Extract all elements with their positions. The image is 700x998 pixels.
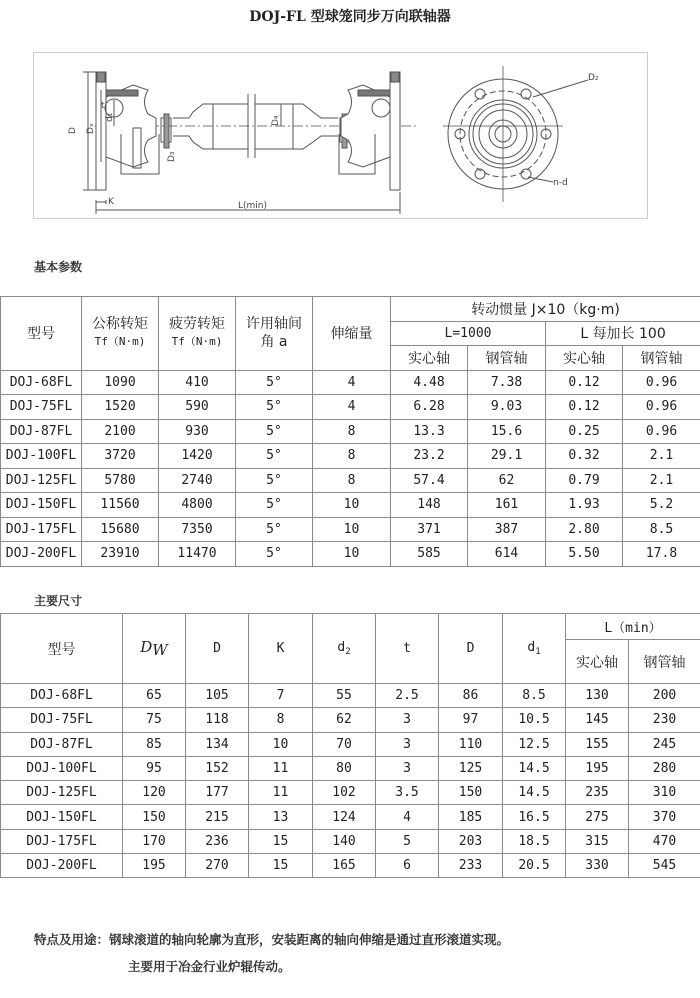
value-cell: 17.8 (623, 542, 700, 567)
value-cell: 0.96 (623, 395, 700, 420)
value-cell: 6 (376, 854, 439, 878)
value-cell: 0.96 (623, 370, 700, 395)
header-fatigue-torque-line1: 疲劳转矩 (169, 316, 225, 333)
model-cell: DOJ-200FL (1, 542, 82, 567)
value-cell: 130 (566, 684, 629, 708)
value-cell: 315 (566, 829, 629, 853)
model-cell: DOJ-75FL (1, 708, 123, 732)
value-cell: 330 (566, 854, 629, 878)
header-angle-line2: 角 a (260, 334, 288, 351)
table-row (1, 756, 700, 780)
value-cell: 2.1 (623, 468, 700, 493)
header-dw-sub: W (152, 641, 168, 659)
value-cell: 7 (249, 684, 313, 708)
value-cell: 545 (629, 854, 700, 878)
value-cell: 5° (236, 468, 313, 493)
model-cell: DOJ-75FL (1, 395, 82, 420)
value-cell: 161 (468, 493, 546, 518)
label-d1: d₁ (105, 112, 115, 122)
header-nominal-torque-line2: Tf（N·m) (94, 335, 146, 349)
value-cell: 15680 (82, 517, 159, 542)
value-cell: 7.38 (468, 370, 546, 395)
value-cell: 470 (629, 829, 700, 853)
value-cell: 930 (159, 419, 236, 444)
value-cell: 9.03 (468, 395, 546, 420)
value-cell: 200 (629, 684, 700, 708)
value-cell: 55 (313, 684, 376, 708)
value-cell: 10 (313, 493, 391, 518)
value-cell: 148 (391, 493, 468, 518)
value-cell: 4800 (159, 493, 236, 518)
model-cell: DOJ-200FL (1, 854, 123, 878)
table-row (1, 493, 700, 518)
label-K: K (108, 197, 114, 207)
value-cell: 195 (123, 854, 186, 878)
table-row (1, 854, 700, 878)
table-row (1, 732, 700, 756)
header-model: 型号 (1, 297, 82, 371)
model-cell: DOJ-175FL (1, 829, 123, 853)
value-cell: 23910 (82, 542, 159, 567)
model-cell: DOJ-87FL (1, 419, 82, 444)
header-d1 (503, 614, 566, 684)
header-t: t (376, 614, 439, 684)
header-fatigue-torque (159, 297, 236, 371)
value-cell: 370 (629, 805, 700, 829)
value-cell: 203 (439, 829, 503, 853)
table-row (1, 684, 700, 708)
value-cell: 5780 (82, 468, 159, 493)
header-lmin: L（min） (566, 614, 700, 640)
value-cell: 6.28 (391, 395, 468, 420)
value-cell: 7350 (159, 517, 236, 542)
value-cell: 3720 (82, 444, 159, 469)
value-cell: 8 (249, 708, 313, 732)
header-dw (123, 614, 186, 684)
label-t: t (101, 101, 105, 111)
value-cell: 62 (313, 708, 376, 732)
value-cell: 10 (313, 542, 391, 567)
value-cell: 18.5 (503, 829, 566, 853)
value-cell: 2.5 (376, 684, 439, 708)
table-row (1, 444, 700, 469)
value-cell: 12.5 (503, 732, 566, 756)
basic-params-table (0, 296, 700, 567)
label-D: D (68, 127, 78, 134)
table-row (1, 542, 700, 567)
value-cell: 102 (313, 781, 376, 805)
value-cell: 80 (313, 756, 376, 780)
header-nominal-torque-line1: 公称转矩 (92, 316, 148, 333)
value-cell: 97 (439, 708, 503, 732)
value-cell: 1.93 (546, 493, 623, 518)
value-cell: 270 (186, 854, 249, 878)
model-cell: DOJ-150FL (1, 805, 123, 829)
label-L: L(min) (238, 201, 268, 211)
value-cell: 8 (313, 444, 391, 469)
value-cell: 86 (439, 684, 503, 708)
table-row (1, 829, 700, 853)
value-cell: 29.1 (468, 444, 546, 469)
value-cell: 150 (123, 805, 186, 829)
table-row (1, 805, 700, 829)
label-Dw: Dₓ (86, 123, 96, 134)
header-D2: D (439, 614, 503, 684)
value-cell: 2100 (82, 419, 159, 444)
header-D: D (186, 614, 249, 684)
model-cell: DOJ-100FL (1, 444, 82, 469)
value-cell: 124 (313, 805, 376, 829)
value-cell: 0.12 (546, 370, 623, 395)
value-cell: 8.5 (503, 684, 566, 708)
value-cell: 5° (236, 542, 313, 567)
value-cell: 235 (566, 781, 629, 805)
value-cell: 585 (391, 542, 468, 567)
value-cell: 3 (376, 708, 439, 732)
label-Da: D₂ (588, 73, 599, 83)
value-cell: 230 (629, 708, 700, 732)
value-cell: 14.5 (503, 756, 566, 780)
value-cell: 16.5 (503, 805, 566, 829)
value-cell: 155 (566, 732, 629, 756)
header-l1000: L=1000 (391, 321, 546, 346)
value-cell: 590 (159, 395, 236, 420)
table-row (1, 781, 700, 805)
value-cell: 5.50 (546, 542, 623, 567)
value-cell: 5° (236, 370, 313, 395)
value-cell: 275 (566, 805, 629, 829)
value-cell: 177 (186, 781, 249, 805)
header-solid: 实心轴 (566, 640, 629, 684)
value-cell: 4.48 (391, 370, 468, 395)
value-cell: 5.2 (623, 493, 700, 518)
value-cell: 170 (123, 829, 186, 853)
value-cell: 0.25 (546, 419, 623, 444)
value-cell: 410 (159, 370, 236, 395)
value-cell: 5° (236, 419, 313, 444)
value-cell: 0.12 (546, 395, 623, 420)
value-cell: 5° (236, 493, 313, 518)
value-cell: 11 (249, 781, 313, 805)
value-cell: 236 (186, 829, 249, 853)
value-cell: 2.80 (546, 517, 623, 542)
header-tube-2: 钢管轴 (623, 346, 700, 371)
value-cell: 245 (629, 732, 700, 756)
header-inertia: 转动惯量 J×10（kg·m) (391, 297, 700, 322)
header-nominal-torque (82, 297, 159, 371)
value-cell: 185 (439, 805, 503, 829)
value-cell: 387 (468, 517, 546, 542)
value-cell: 3.5 (376, 781, 439, 805)
value-cell: 120 (123, 781, 186, 805)
value-cell: 150 (439, 781, 503, 805)
table-row (1, 517, 700, 542)
model-cell: DOJ-125FL (1, 781, 123, 805)
value-cell: 371 (391, 517, 468, 542)
value-cell: 280 (629, 756, 700, 780)
header-d2 (313, 614, 376, 684)
value-cell: 134 (186, 732, 249, 756)
header-d2-sub: 2 (345, 647, 351, 657)
header-solid: 实心轴 (391, 346, 468, 371)
value-cell: 5° (236, 395, 313, 420)
value-cell: 15.6 (468, 419, 546, 444)
table-row (1, 419, 700, 444)
value-cell: 2.1 (623, 444, 700, 469)
value-cell: 20.5 (503, 854, 566, 878)
value-cell: 13.3 (391, 419, 468, 444)
value-cell: 118 (186, 708, 249, 732)
section-main-dims: 主要尺寸 (34, 594, 83, 608)
value-cell: 11 (249, 756, 313, 780)
label-n-d: n-d (553, 178, 568, 188)
header-tube: 钢管轴 (629, 640, 700, 684)
value-cell: 110 (439, 732, 503, 756)
table-row (1, 370, 700, 395)
value-cell: 57.4 (391, 468, 468, 493)
section-basic-params: 基本参数 (34, 260, 83, 274)
value-cell: 215 (186, 805, 249, 829)
value-cell: 3 (376, 732, 439, 756)
value-cell: 4 (313, 370, 391, 395)
value-cell: 165 (313, 854, 376, 878)
value-cell: 140 (313, 829, 376, 853)
value-cell: 4 (376, 805, 439, 829)
value-cell: 5 (376, 829, 439, 853)
value-cell: 1420 (159, 444, 236, 469)
value-cell: 2740 (159, 468, 236, 493)
header-dw-main: D (140, 638, 153, 656)
value-cell: 75 (123, 708, 186, 732)
header-K: K (249, 614, 313, 684)
coupling-drawing (33, 52, 648, 219)
header-d1-sub: 1 (535, 647, 541, 657)
value-cell: 8.5 (623, 517, 700, 542)
value-cell: 15 (249, 854, 313, 878)
value-cell: 11560 (82, 493, 159, 518)
model-cell: DOJ-175FL (1, 517, 82, 542)
value-cell: 145 (566, 708, 629, 732)
value-cell: 15 (249, 829, 313, 853)
value-cell: 3 (376, 756, 439, 780)
header-angle (236, 297, 313, 371)
header-model: 型号 (1, 614, 123, 684)
model-cell: DOJ-125FL (1, 468, 82, 493)
value-cell: 1520 (82, 395, 159, 420)
value-cell: 1090 (82, 370, 159, 395)
value-cell: 8 (313, 468, 391, 493)
model-cell: DOJ-100FL (1, 756, 123, 780)
value-cell: 0.96 (623, 419, 700, 444)
value-cell: 152 (186, 756, 249, 780)
label-D4: D₄ (271, 115, 281, 126)
label-d3: D₃ (167, 151, 177, 162)
model-cell: DOJ-87FL (1, 732, 123, 756)
value-cell: 125 (439, 756, 503, 780)
value-cell: 4 (313, 395, 391, 420)
value-cell: 85 (123, 732, 186, 756)
value-cell: 62 (468, 468, 546, 493)
header-d1-main: d (527, 640, 536, 655)
header-stretch: 伸缩量 (313, 297, 391, 371)
value-cell: 0.32 (546, 444, 623, 469)
table-row (1, 395, 700, 420)
value-cell: 65 (123, 684, 186, 708)
header-angle-line1: 许用轴间 (246, 316, 302, 333)
features-note: 特点及用途：钢球滚道的轴向轮廓为直形，安装距离的轴向伸缩是通过直形滚道实现。 (34, 932, 510, 947)
value-cell: 233 (439, 854, 503, 878)
header-fatigue-torque-line2: Tf（N·m) (171, 335, 223, 349)
value-cell: 310 (629, 781, 700, 805)
header-tube: 钢管轴 (468, 346, 546, 371)
table-row (1, 708, 700, 732)
value-cell: 10 (249, 732, 313, 756)
value-cell: 95 (123, 756, 186, 780)
model-cell: DOJ-68FL (1, 684, 123, 708)
model-cell: DOJ-68FL (1, 370, 82, 395)
value-cell: 23.2 (391, 444, 468, 469)
value-cell: 70 (313, 732, 376, 756)
value-cell: 105 (186, 684, 249, 708)
model-cell: DOJ-150FL (1, 493, 82, 518)
value-cell: 14.5 (503, 781, 566, 805)
page-title: DOJ-FL 型球笼同步万向联轴器 (249, 9, 451, 25)
table-row (1, 468, 700, 493)
value-cell: 10 (313, 517, 391, 542)
value-cell: 10.5 (503, 708, 566, 732)
value-cell: 5° (236, 517, 313, 542)
header-d2-main: d (337, 640, 346, 655)
value-cell: 195 (566, 756, 629, 780)
value-cell: 13 (249, 805, 313, 829)
value-cell: 5° (236, 444, 313, 469)
value-cell: 11470 (159, 542, 236, 567)
value-cell: 614 (468, 542, 546, 567)
main-dims-table (0, 613, 700, 878)
header-solid-2: 实心轴 (546, 346, 623, 371)
value-cell: 0.79 (546, 468, 623, 493)
usage-note: 主要用于冶金行业炉辊传动。 (128, 959, 291, 974)
header-l-per100: L 每加长 100 (546, 321, 700, 346)
value-cell: 8 (313, 419, 391, 444)
